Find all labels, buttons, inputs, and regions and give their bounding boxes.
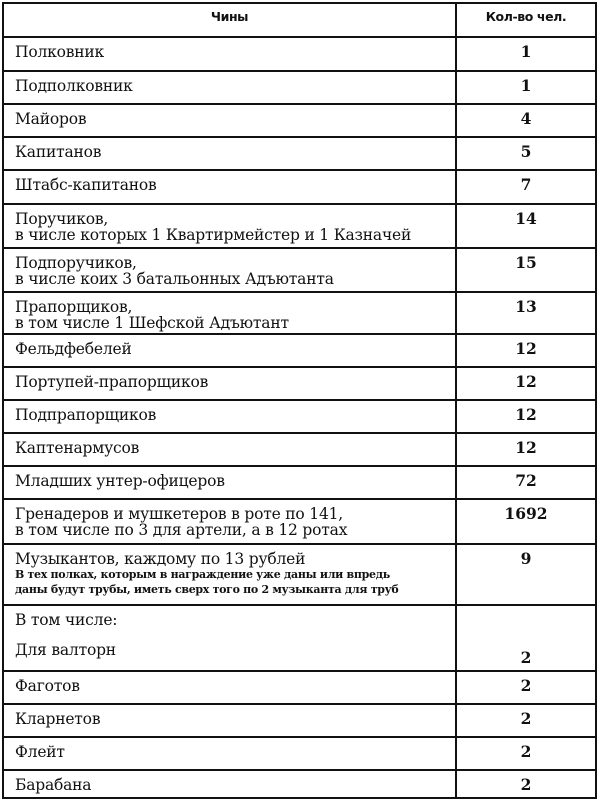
rank-qty: 2 (520, 648, 532, 667)
rank-name-cell (4, 606, 455, 670)
table-row (4, 36, 595, 70)
table-row (4, 366, 595, 399)
rank-name-cell (4, 293, 455, 333)
rank-qty: 15 (455, 249, 595, 291)
table-row (4, 604, 595, 670)
table-header-row (4, 4, 595, 36)
rank-name: Флейт (15, 743, 65, 761)
table-row (4, 432, 595, 465)
rank-qty: 5 (455, 138, 595, 169)
table-row (4, 103, 595, 136)
rank-qty: 13 (455, 293, 595, 333)
rank-name: Поручиков, (15, 210, 109, 228)
rank-qty: 12 (455, 368, 595, 399)
header-ranks: Чины (210, 9, 249, 24)
table-row (4, 203, 595, 247)
rank-name: Подпоручиков, (15, 254, 137, 272)
rank-subtext: в числе которых 1 Квартирмейстер и 1 Казначей (15, 226, 412, 244)
rank-name: Музыкантов, каждому по 13 рублей (15, 550, 306, 568)
rank-name: Портупей-прапорщиков (15, 373, 209, 391)
ranks-table (2, 2, 597, 799)
rank-name: Кларнетов (15, 710, 101, 728)
table-row (4, 670, 595, 703)
rank-name: Гренадеров и мушкетеров в роте по 141, (15, 505, 343, 523)
rank-name-cell (4, 545, 455, 604)
rank-name-cell (4, 249, 455, 291)
table-row (4, 136, 595, 169)
table-row (4, 465, 595, 498)
table-row (4, 703, 595, 736)
rank-qty: 1 (455, 38, 595, 70)
rank-name: Фельдфебелей (15, 340, 132, 358)
rank-qty: 12 (455, 434, 595, 465)
rank-name: Подполковник (15, 77, 133, 95)
rank-subtext: в числе коих 3 батальонных Адъютанта (15, 270, 334, 288)
rank-name-cell (4, 205, 455, 247)
rank-qty: 14 (455, 205, 595, 247)
rank-qty: 4 (455, 105, 595, 136)
rank-name: Каптенармусов (15, 439, 140, 457)
rank-name: Прапорщиков, (15, 298, 133, 316)
rank-qty: 2 (455, 705, 595, 736)
rank-qty: 9 (455, 545, 595, 604)
rank-subtext: в том числе по 3 для артели, а в 12 ротах (15, 521, 348, 539)
table-row (4, 498, 595, 543)
rank-qty: 2 (455, 771, 595, 797)
table-row (4, 736, 595, 769)
rank-qty: 12 (455, 401, 595, 432)
rank-name: Полковник (15, 43, 104, 61)
rank-note-line-2: даны будут трубы, иметь сверх того по 2 музыканта для труб (15, 583, 399, 596)
rank-name: В том числе: (15, 611, 118, 629)
rank-name: Штабс-капитанов (15, 176, 157, 194)
table-row (4, 543, 595, 604)
header-quantity: Кол-во чел. (455, 4, 595, 36)
rank-qty-cell (455, 606, 595, 670)
table-row (4, 70, 595, 103)
rank-name-cell (4, 500, 455, 543)
rank-subtext: в том числе 1 Шефской Адъютант (15, 314, 289, 332)
rank-name: Майоров (15, 110, 87, 128)
rank-name: Подпрапорщиков (15, 406, 157, 424)
rank-qty: 2 (455, 738, 595, 769)
rank-qty: 7 (455, 171, 595, 203)
table-row (4, 769, 595, 797)
rank-qty: 1692 (455, 500, 595, 543)
rank-qty: 1 (455, 72, 595, 103)
rank-qty: 2 (455, 672, 595, 703)
table-row (4, 291, 595, 333)
rank-note-line-1: В тех полках, которым в награждение уже даны или впредь (15, 568, 390, 581)
rank-name: Капитанов (15, 143, 102, 161)
table-row (4, 247, 595, 291)
rank-name: Барабана (15, 776, 92, 794)
table-row (4, 333, 595, 366)
rank-qty: 72 (455, 467, 595, 498)
rank-qty: 12 (455, 335, 595, 366)
table-row (4, 399, 595, 432)
table-row (4, 169, 595, 203)
rank-name: Младших унтер-офицеров (15, 472, 225, 490)
rank-subtext: Для валторн (15, 641, 116, 659)
rank-name: Фаготов (15, 677, 80, 695)
